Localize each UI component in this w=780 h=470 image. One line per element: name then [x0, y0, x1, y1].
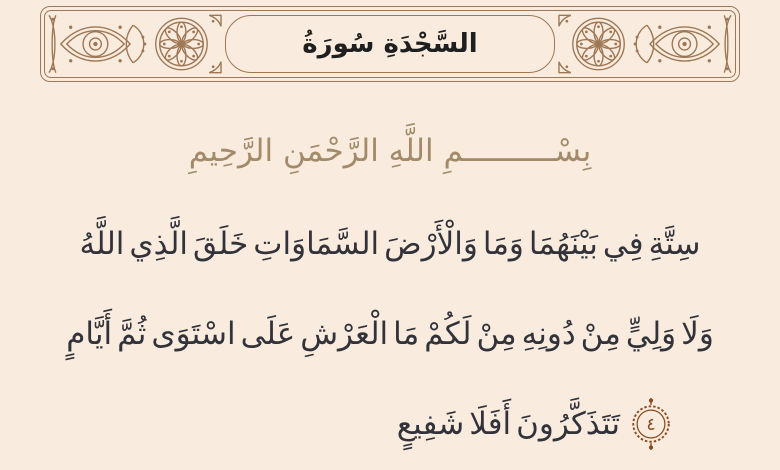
verse-word: خَلَقَ	[193, 225, 249, 262]
verse-word: أَيَّامٍ	[66, 315, 113, 352]
verse-word: لَكُمْ	[424, 315, 472, 352]
verse-number-medallion	[628, 395, 674, 453]
verse-word: شَفِيعٍ	[396, 405, 465, 442]
verse-word: سِتَّةِ	[648, 225, 701, 262]
surah-title-word: سُورَةُ	[302, 29, 375, 59]
title-cartouche	[225, 15, 555, 73]
surah-header-frame	[40, 6, 740, 82]
verse-word: مَا	[393, 315, 420, 352]
verse-word: وَلِيٍّ	[625, 315, 677, 352]
bismillah-text: بِسْــــــــــمِ اللَّهِ الرَّحْمَنِ الرَّحِيمِ	[188, 132, 592, 169]
verse-word: وَلَا	[681, 315, 714, 352]
surah-header-inner-border	[44, 10, 736, 78]
surah-title-word: السَّجْدَةِ	[383, 29, 478, 59]
verse-word: اسْتَوَى	[151, 315, 236, 352]
verse-number: ٤	[646, 415, 656, 436]
verse-word: بَيْنَهُمَا	[528, 225, 598, 262]
verse-word: مِنْ	[476, 315, 517, 352]
verse-word: دُونِهِ	[521, 315, 576, 352]
ornament-left-icon	[45, 11, 223, 77]
verse-word: وَمَا	[482, 225, 524, 262]
verse-word: ثُمَّ	[117, 315, 147, 352]
verse-word: اللَّهُ	[79, 225, 125, 262]
ornament-right-icon	[557, 11, 735, 77]
verse-line-3	[0, 380, 780, 468]
verse-word: أَفَلَا	[469, 405, 512, 442]
verse-word: وَالْأَرْضَ	[384, 225, 478, 262]
verse-word: السَّمَاوَاتِ	[253, 225, 380, 262]
verse-word: الْعَرْشِ	[300, 315, 389, 352]
verse-word: الَّذِي	[129, 225, 189, 262]
bismillah	[0, 108, 780, 194]
verse-word: عَلَى	[240, 315, 296, 352]
verse-word: مِنْ	[580, 315, 621, 352]
verse-line-1	[0, 200, 780, 288]
verse-word: تَتَذَكَّرُونَ	[516, 405, 620, 442]
verse-line-2	[0, 290, 780, 378]
verse-word: فِي	[602, 225, 644, 262]
